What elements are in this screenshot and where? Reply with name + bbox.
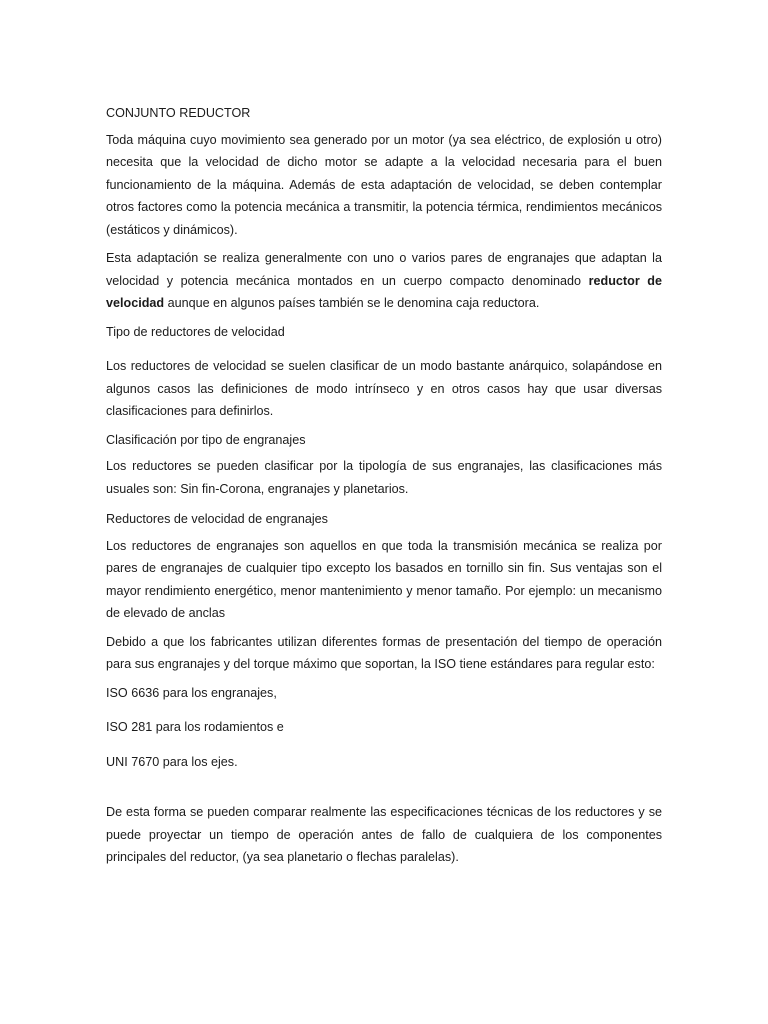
paragraph-tipologia: Los reductores se pueden clasificar por la tipología de sus engranajes, las clasificaciones más usuales son: Sin fin-Corona, engranajes y planetarios. — [106, 459, 662, 496]
paragraph-adaptacion-text: Esta adaptación se realiza generalmente con uno o varios pares de engranajes que adaptan la velocidad y potencia mecánica montados en un cuerpo compacto denominado — [106, 251, 662, 288]
heading-tipo-reductores: Tipo de reductores de velocidad — [106, 324, 285, 339]
paragraph-adaptacion — [106, 247, 662, 315]
iso-line-rodamientos: ISO 281 para los rodamientos e — [106, 720, 284, 734]
paragraph-intro: Toda máquina cuyo movimiento sea generado por un motor (ya sea eléctrico, de explosión u otro) necesita que la velocidad de dicho motor se adapte a la velocidad necesaria para el buen funcionamiento de la máquina. Además de esta adaptación de velocidad, se deben contemplar otros factores como la potencia mecánica a transmitir, la potencia térmica, rendimientos mecánicos (estáticos y dinámicos). — [106, 132, 662, 237]
iso-line-engranajes: ISO 6636 para los engranajes, — [106, 685, 277, 700]
paragraph-adaptacion-tail: aunque en algunos países también se le denomina caja reductora. — [164, 296, 540, 310]
reductor-term: reductor de velocidad — [106, 273, 663, 310]
heading-reductores-engranajes: Reductores de velocidad de engranajes — [106, 512, 328, 526]
heading-clasificacion: Clasificación por tipo de engranajes — [106, 432, 306, 447]
document-page — [106, 102, 662, 875]
paragraph-iso: Debido a que los fabricantes utilizan diferentes formas de presentación del tiempo de operación para sus engranajes y del torque máximo que soportan, la ISO tiene estándares para regular esto: — [106, 634, 662, 671]
paragraph-engranajes: Los reductores de engranajes son aquellos en que toda la transmisión mecánica se realiza por pares de engranajes de cualquier tipo excepto los basados en tornillo sin fin. Sus ventajas son el mayor rendimiento energético, menor mantenimiento y menor tamaño. Por ejemplo: un mecanismo de elevado de anclas — [106, 538, 662, 620]
paragraph-clasificar: Los reductores de velocidad se suelen clasificar de un modo bastante anárquico, solapándose en algunos casos las definiciones de modo intrínseco y en otros casos hay que usar diversas clasificaciones para definirlos. — [106, 359, 662, 418]
paragraph-conclusion: De esta forma se pueden comparar realmente las especificaciones técnicas de los reductores y se puede proyectar un tiempo de operación antes de fallo de cualquiera de los componentes principales del reductor, (ya sea planetario o flechas paralelas). — [106, 805, 662, 864]
document-title: CONJUNTO REDUCTOR — [106, 106, 251, 120]
iso-line-ejes: UNI 7670 para los ejes. — [106, 754, 238, 769]
